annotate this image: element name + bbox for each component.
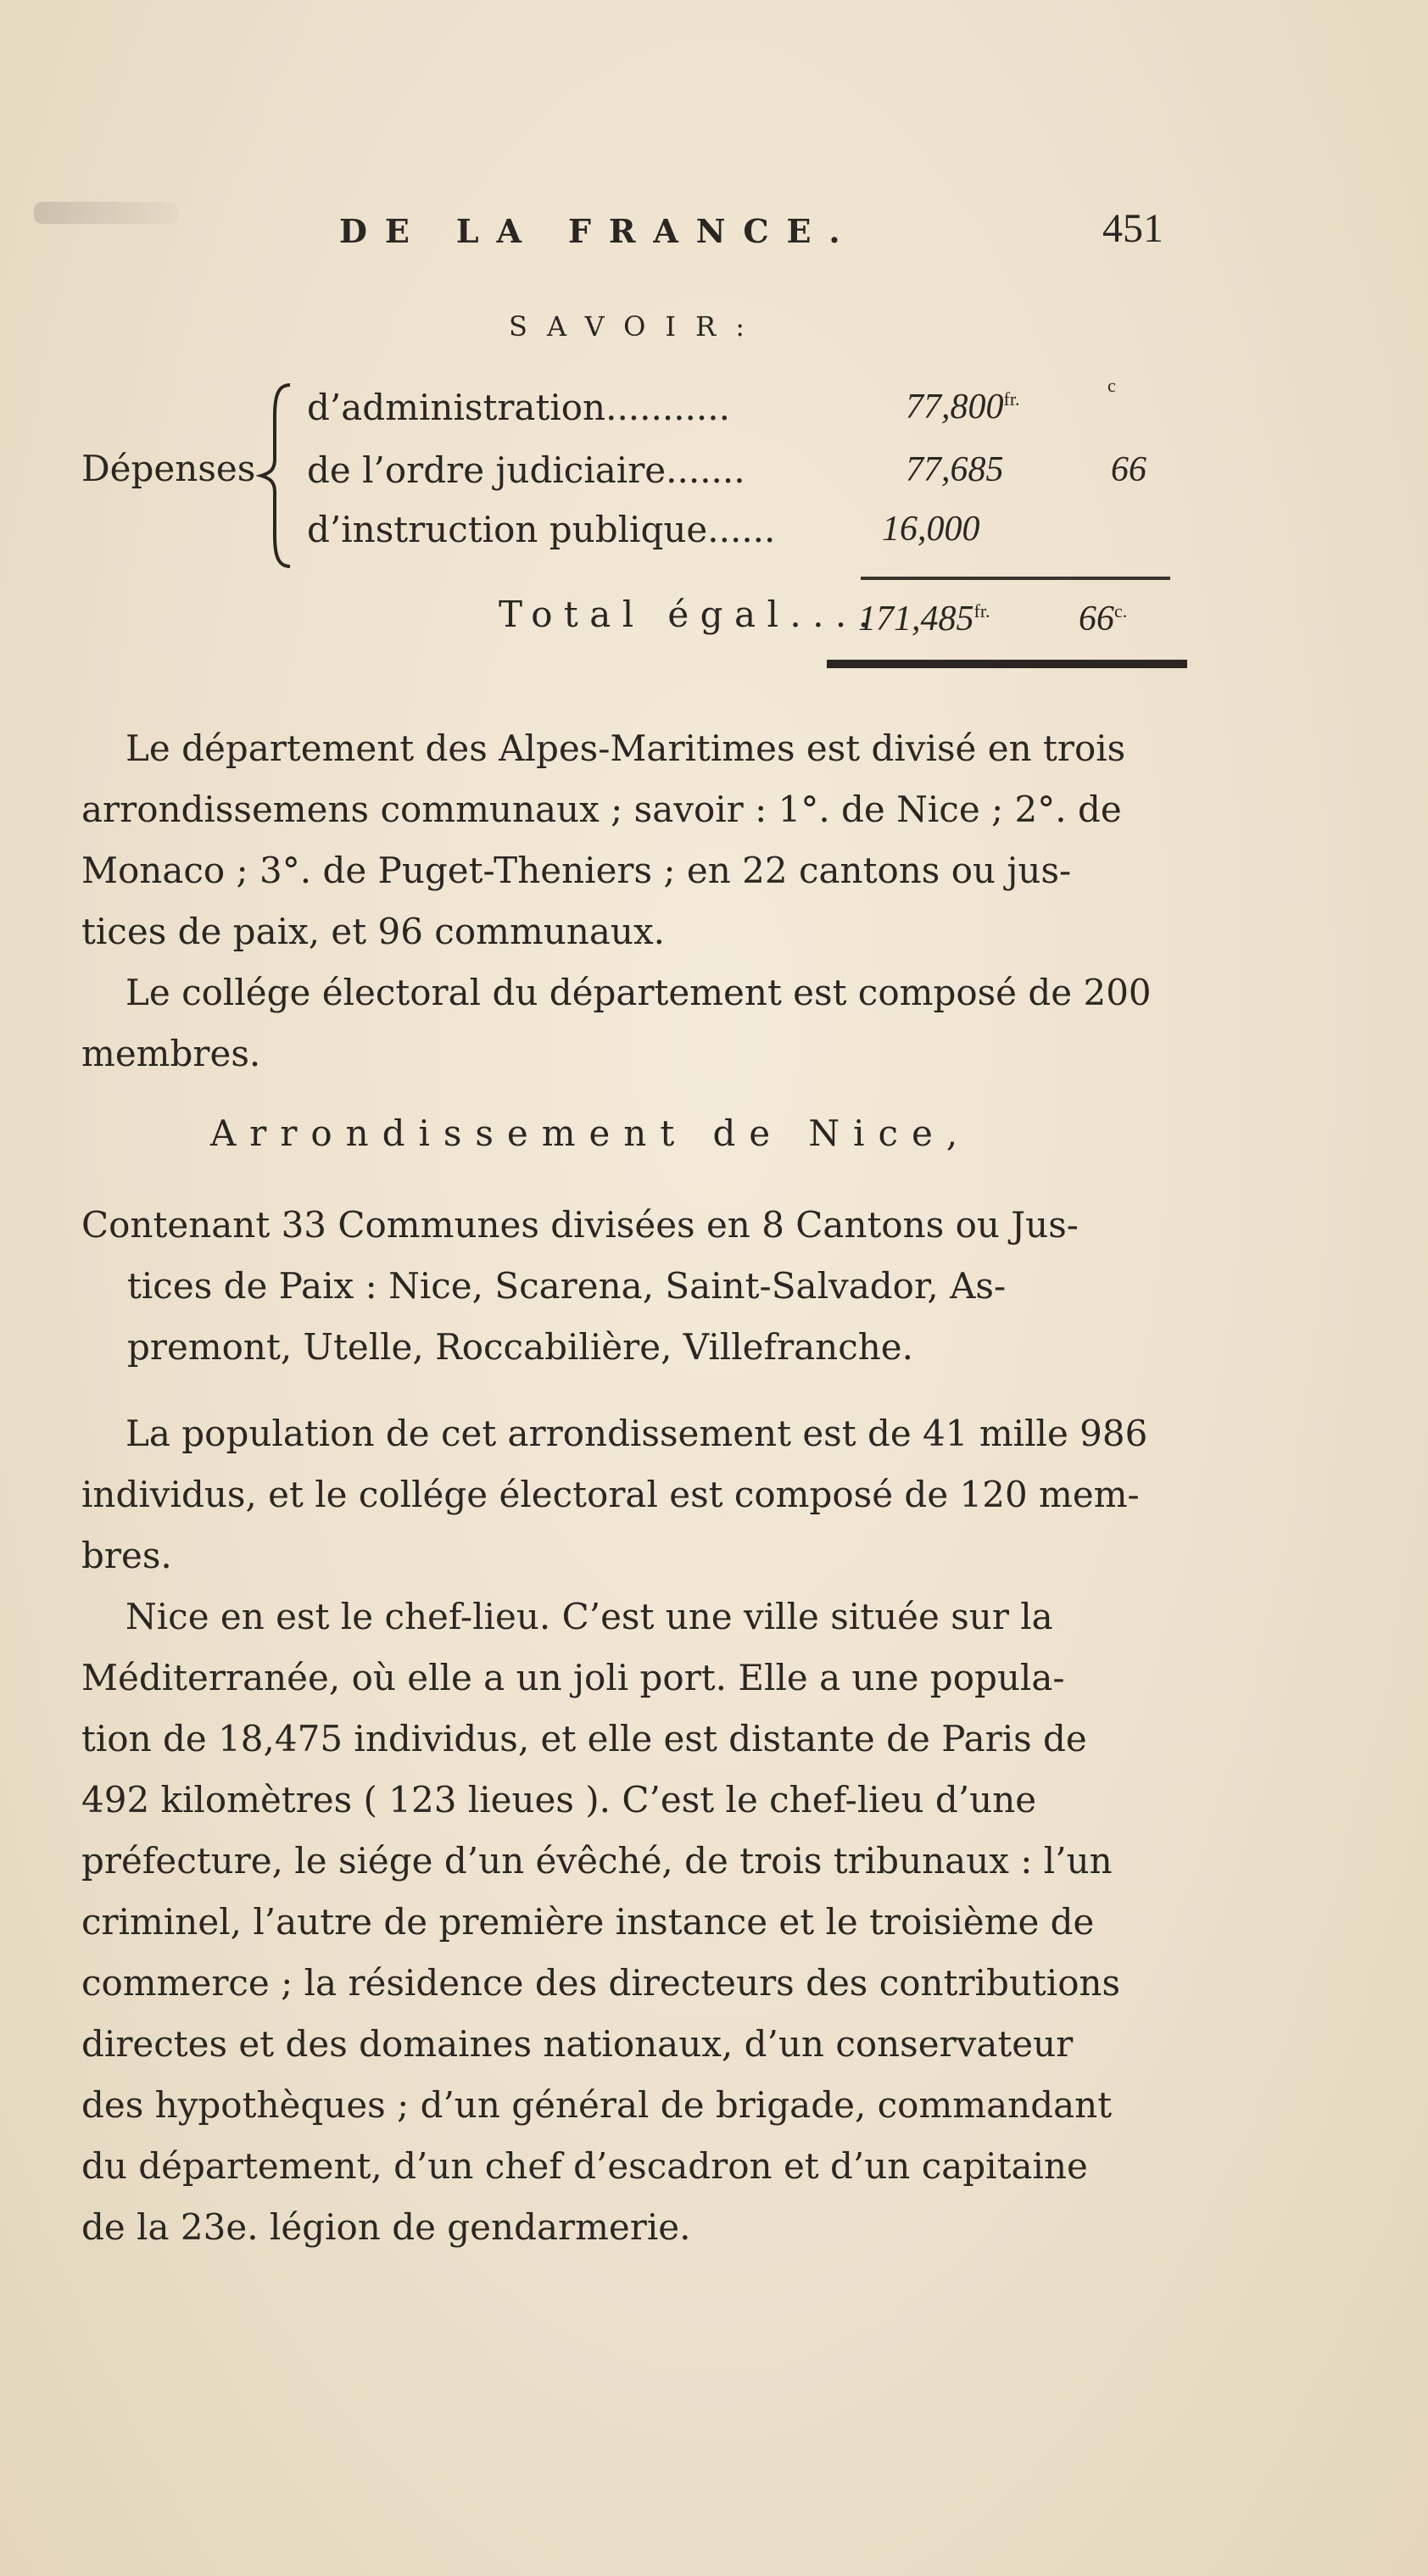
paragraph-line: bres. (81, 1535, 172, 1576)
budget-row-label: d’instruction publique...... (307, 509, 776, 550)
paragraph-line: commerce ; la résidence des directeurs des contributions (81, 1962, 1121, 2004)
paragraph-line: tices de paix, et 96 communaux. (81, 911, 665, 952)
budget-row-centimes-unit: c (1107, 375, 1116, 396)
paragraph-line: premont, Utelle, Roccabilière, Villefranche. (127, 1326, 914, 1368)
paragraph-line: Le collége électoral du département est composé de 200 (126, 972, 1152, 1013)
paragraph-line: membres. (81, 1033, 261, 1074)
paragraph-line: Monaco ; 3°. de Puget-Theniers ; en 22 cantons ou jus- (81, 850, 1072, 891)
ink-smudge (34, 202, 178, 224)
paragraph-line: individus, et le collége électoral est composé de 120 mem- (81, 1474, 1140, 1515)
paragraph-line: des hypothèques ; d’un général de brigade, commandant (81, 2084, 1113, 2126)
sum-rule (861, 577, 1170, 580)
running-title: DE LA FRANCE. (339, 212, 858, 250)
paragraph-line: du département, d’un chef d’escadron et d’un capitaine (81, 2145, 1088, 2187)
paragraph-line: directes et des domaines nationaux, d’un conservateur (81, 2023, 1074, 2065)
paragraph-line: de la 23e. légion de gendarmerie. (81, 2206, 691, 2248)
paragraph-line: arrondissemens communaux ; savoir : 1°. de Nice ; 2°. de (81, 789, 1122, 830)
paragraph-line: criminel, l’autre de première instance et le troisième de (81, 1901, 1095, 1943)
paragraph-line: tices de Paix : Nice, Scarena, Saint-Salvador, As- (127, 1265, 1007, 1307)
budget-row-centimes: 66 (1111, 450, 1146, 489)
savoir-heading: SAVOIR: (509, 310, 765, 343)
paragraph-line: Nice en est le chef-lieu. C’est une ville située sur la (126, 1596, 1053, 1637)
section-heading: Arrondissement de Nice, (210, 1112, 972, 1154)
total-centimes: $66^{c.}$ (1079, 599, 1128, 638)
paragraph-line: 492 kilomètres ( 123 lieues ). C’est le chef-lieu d’une (81, 1779, 1037, 1820)
depenses-label: Dépenses (81, 448, 256, 489)
paragraph-line: Méditerranée, où elle a un joli port. Elle a une popula- (81, 1657, 1065, 1698)
paragraph-line: tion de 18,475 individus, et elle est distante de Paris de (81, 1718, 1087, 1759)
page-number: 451 (1102, 206, 1163, 251)
paragraph-line: La population de cet arrondissement est de 41 mille 986 (126, 1413, 1148, 1454)
budget-row-amount: 77,685 (906, 450, 1004, 489)
curly-brace-icon (256, 382, 298, 570)
budget-row-label: d’administration........... (307, 387, 730, 428)
budget-row-amount: 16,000 (882, 510, 980, 549)
total-label: Total égal.... (499, 594, 881, 635)
paragraph-line: Le département des Alpes-Maritimes est divisé en trois (126, 728, 1126, 769)
total-double-rule (827, 660, 1187, 668)
paragraph-line: préfecture, le siége d’un évêché, de trois tribunaux : l’un (81, 1840, 1113, 1882)
budget-row-label: de l’ordre judiciaire....... (307, 449, 745, 491)
budget-row-amount: $77,800^{fr.}$ (906, 388, 1020, 427)
total-amount: $171,485^{fr.}$ (858, 599, 990, 638)
paragraph-line: Contenant 33 Communes divisées en 8 Cantons ou Jus- (81, 1204, 1079, 1246)
